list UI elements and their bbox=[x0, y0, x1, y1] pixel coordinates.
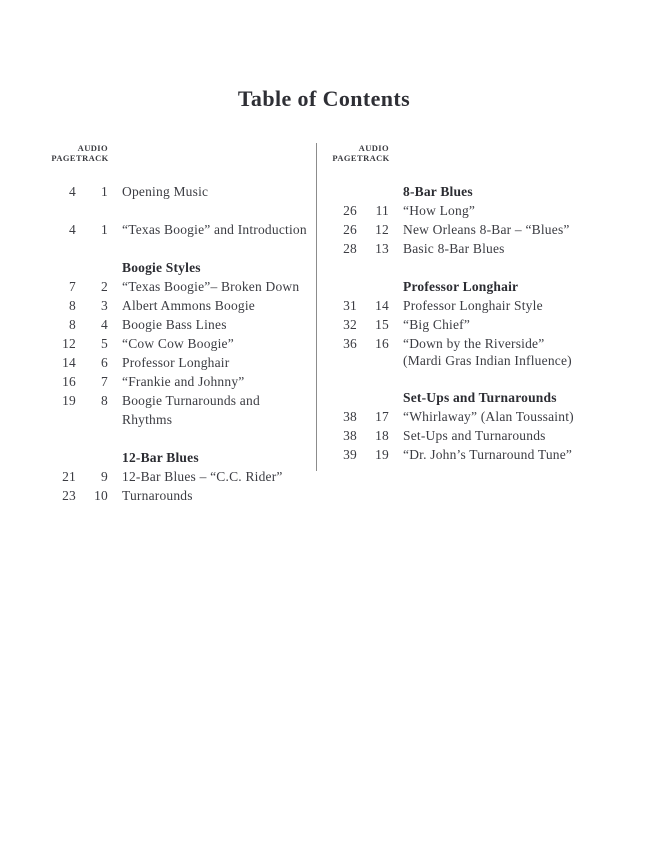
entry-title: 12-Bar Blues – “C.C. Rider” bbox=[122, 469, 283, 484]
entry-title: “Dr. John’s Turnaround Tune” bbox=[403, 447, 573, 462]
toc-column-right bbox=[331, 143, 633, 464]
entry-page-number: 14 bbox=[62, 355, 76, 370]
toc-entry bbox=[331, 220, 633, 239]
toc-entry bbox=[331, 407, 633, 426]
entry-track-number: 18 bbox=[375, 428, 389, 443]
section-heading: Boogie Styles bbox=[122, 260, 201, 275]
entry-track-number: 8 bbox=[101, 393, 108, 408]
entry-track-number: 6 bbox=[101, 355, 108, 370]
toc-entry bbox=[50, 277, 312, 296]
audio-label: AUDIO bbox=[358, 143, 389, 153]
entry-title-cell bbox=[389, 315, 633, 334]
entry-track-number: 4 bbox=[101, 317, 108, 332]
track-label: TRACK bbox=[76, 153, 109, 163]
entry-track-number: 5 bbox=[101, 336, 108, 351]
audio-label: AUDIO bbox=[77, 143, 108, 153]
entry-title-cell bbox=[108, 353, 312, 372]
toc-entry bbox=[331, 445, 633, 464]
entry-page-number: 38 bbox=[343, 409, 357, 424]
entry-page-number: 16 bbox=[62, 374, 76, 389]
toc-entry bbox=[331, 201, 633, 220]
page-title: Table of Contents bbox=[237, 86, 411, 111]
entry-title: New Orleans 8-Bar – “Blues” bbox=[403, 222, 570, 237]
entry-title-cell bbox=[108, 334, 312, 353]
audio-track-column-label bbox=[357, 143, 389, 163]
toc-entry bbox=[331, 426, 633, 445]
toc-entry bbox=[50, 296, 312, 315]
page-column-label: PAGE bbox=[51, 153, 76, 163]
entry-title-cell bbox=[389, 239, 633, 258]
toc-column-left bbox=[50, 143, 312, 505]
entry-page-number: 31 bbox=[343, 298, 357, 313]
toc-entry bbox=[50, 182, 312, 201]
entry-track-number: 3 bbox=[101, 298, 108, 313]
toc-entry bbox=[50, 220, 312, 239]
entry-title-cell bbox=[108, 315, 312, 334]
entry-title-cell bbox=[389, 426, 633, 445]
entry-title: Turnarounds bbox=[122, 488, 193, 503]
toc-entry bbox=[50, 467, 312, 486]
entry-title: Professor Longhair Style bbox=[403, 298, 543, 313]
entry-page-number: 12 bbox=[62, 336, 76, 351]
toc-section bbox=[50, 258, 312, 429]
toc-entry bbox=[331, 315, 633, 334]
section-heading: Professor Longhair bbox=[403, 279, 519, 294]
entry-page-number: 8 bbox=[69, 317, 76, 332]
entry-track-number: 9 bbox=[101, 469, 108, 484]
entry-title-cell bbox=[389, 201, 633, 220]
entry-title-cell bbox=[389, 407, 633, 426]
toc-entry bbox=[50, 315, 312, 334]
entry-title: Albert Ammons Boogie bbox=[122, 298, 255, 313]
column-divider bbox=[316, 143, 317, 471]
entry-subtitle: (Mardi Gras Indian Influence) bbox=[403, 353, 572, 368]
entry-track-number: 11 bbox=[375, 203, 389, 218]
column-header bbox=[50, 143, 312, 163]
toc-section bbox=[50, 182, 312, 201]
entry-page-number: 28 bbox=[343, 241, 357, 256]
entry-page-number: 4 bbox=[69, 184, 76, 199]
toc-entry bbox=[50, 486, 312, 505]
entry-track-number: 12 bbox=[375, 222, 389, 237]
entry-page-number: 8 bbox=[69, 298, 76, 313]
entry-track-number: 1 bbox=[101, 222, 108, 237]
entry-title: “Down by the Riverside” bbox=[403, 336, 545, 351]
entry-page-number: 26 bbox=[343, 222, 357, 237]
entry-title-cell bbox=[389, 296, 633, 315]
entry-title: “Whirlaway” (Alan Toussaint) bbox=[403, 409, 574, 424]
entry-title-cell bbox=[108, 296, 312, 315]
column-header bbox=[331, 143, 633, 163]
entry-title-cell bbox=[108, 467, 312, 486]
audio-track-column-label bbox=[76, 143, 108, 163]
entry-track-number: 13 bbox=[375, 241, 389, 256]
entry-title: Professor Longhair bbox=[122, 355, 230, 370]
toc-entry bbox=[50, 353, 312, 372]
section-heading: Set-Ups and Turnarounds bbox=[403, 390, 557, 405]
entry-title-cell bbox=[108, 391, 312, 429]
entry-title: “Cow Cow Boogie” bbox=[122, 336, 234, 351]
entry-page-number: 23 bbox=[62, 488, 76, 503]
entry-track-number: 17 bbox=[375, 409, 389, 424]
toc-entry bbox=[50, 391, 312, 429]
toc-entry bbox=[50, 372, 312, 391]
entry-title-cell bbox=[108, 182, 312, 201]
toc-entry bbox=[331, 334, 633, 369]
entry-title-cell bbox=[389, 334, 633, 369]
entry-title: Basic 8-Bar Blues bbox=[403, 241, 505, 256]
entry-title-cell bbox=[389, 445, 633, 464]
toc-entry bbox=[331, 296, 633, 315]
entry-title-cell bbox=[108, 372, 312, 391]
entry-page-number: 32 bbox=[343, 317, 357, 332]
section-heading: 8-Bar Blues bbox=[403, 184, 473, 199]
entry-track-number: 19 bbox=[375, 447, 389, 462]
entry-page-number: 7 bbox=[69, 279, 76, 294]
toc-entry bbox=[50, 334, 312, 353]
section-heading: 12-Bar Blues bbox=[122, 450, 199, 465]
toc-section bbox=[331, 277, 633, 369]
entry-page-number: 4 bbox=[69, 222, 76, 237]
entry-title-cell bbox=[108, 486, 312, 505]
entry-title: “Frankie and Johnny” bbox=[122, 374, 245, 389]
entry-title-cell bbox=[389, 220, 633, 239]
entry-page-number: 39 bbox=[343, 447, 357, 462]
entry-track-number: 2 bbox=[101, 279, 108, 294]
toc-section bbox=[331, 182, 633, 258]
entry-page-number: 26 bbox=[343, 203, 357, 218]
entry-page-number: 19 bbox=[62, 393, 76, 408]
entry-title-cell bbox=[108, 220, 312, 239]
toc-section bbox=[50, 220, 312, 239]
toc-section bbox=[331, 388, 633, 464]
entry-title: “Texas Boogie”– Broken Down bbox=[122, 279, 300, 294]
entry-title: “How Long” bbox=[403, 203, 476, 218]
entry-title: Opening Music bbox=[122, 184, 209, 199]
entry-title: Boogie Bass Lines bbox=[122, 317, 227, 332]
entry-title: Boogie Turnarounds and Rhythms bbox=[122, 393, 260, 427]
entry-track-number: 16 bbox=[375, 336, 389, 351]
entry-track-number: 7 bbox=[101, 374, 108, 389]
entry-page-number: 21 bbox=[62, 469, 76, 484]
entry-track-number: 1 bbox=[101, 184, 108, 199]
entry-title: “Big Chief” bbox=[403, 317, 471, 332]
entry-track-number: 14 bbox=[375, 298, 389, 313]
entry-title: Set-Ups and Turnarounds bbox=[403, 428, 546, 443]
toc-section bbox=[50, 448, 312, 505]
entry-track-number: 15 bbox=[375, 317, 389, 332]
entry-title-cell bbox=[108, 277, 312, 296]
entry-page-number: 38 bbox=[343, 428, 357, 443]
entry-title: “Texas Boogie” and Introduction bbox=[122, 222, 307, 237]
entry-track-number: 10 bbox=[94, 488, 108, 503]
entry-page-number: 36 bbox=[343, 336, 357, 351]
track-label: TRACK bbox=[357, 153, 390, 163]
toc-entry bbox=[331, 239, 633, 258]
page-column-label: PAGE bbox=[332, 153, 357, 163]
